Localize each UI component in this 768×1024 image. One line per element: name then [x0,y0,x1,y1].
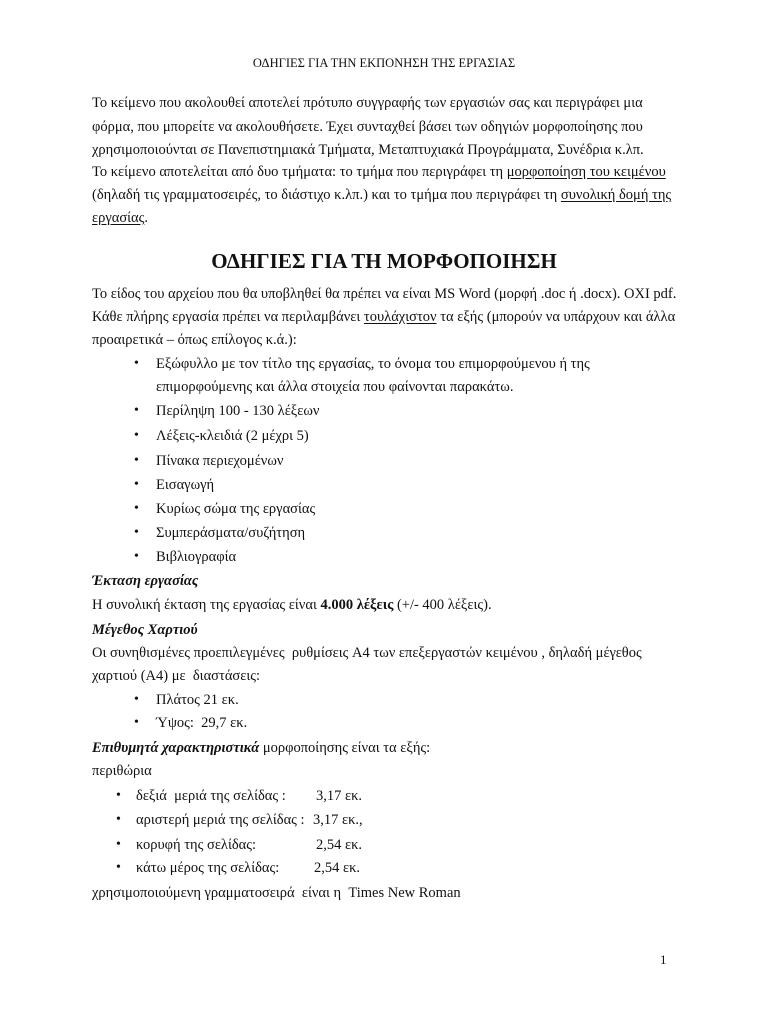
bullet-icon: • [134,525,139,540]
margin-label: δεξιά μεριά της σελίδας : [136,788,286,804]
desired-line [92,740,430,756]
margin-label: κορυφή της σελίδας: [136,837,257,853]
list-item: Εισαγωγή [156,477,215,493]
bullet-icon: • [116,788,121,803]
word-count: 4.000 λέξεις [320,597,394,613]
intro-line-4-text: Το κείμενο αποτελείται από δυο τμήματα: το τμήμα που περιγράφει τη [92,164,507,180]
formatting-heading: ΟΔΗΓΙΕΣ ΓΙΑ ΤΗ ΜΟΡΦΟΠΟΙΗΣΗ [211,249,557,273]
intro-line-6-period: . [144,210,149,226]
bullet-icon: • [134,356,139,371]
bullet-icon: • [134,428,139,443]
paper-line-2: χαρτιού (A4) με διαστάσεις: [92,668,260,684]
intro-line-1: Το κείμενο που ακολουθεί αποτελεί πρότυπο συγγραφής των εργασιών σας και περιγράφει μια [92,95,643,111]
bullet-icon: • [134,453,139,468]
bullet-icon: • [134,477,139,492]
contents-line-1-post: τα εξής (μπορούν να υπάρχουν και άλλα [436,309,676,325]
margin-value: 2,54 εκ. [316,837,363,853]
bullet-icon: • [134,549,139,564]
intro-line-2: φόρμα, που μπορείτε να ακολουθήσετε. Έχει συνταχθεί βάσει των οδηγιών μορφοποίησης που [92,119,643,135]
length-line-pre: Η συνολική έκταση της εργασίας είναι [92,597,321,613]
paper-height: Ύψος: 29,7 εκ. [156,715,248,731]
underlined-at-least: τουλάχιστον [363,309,437,325]
length-heading: Έκταση εργασίας [92,573,199,589]
bullet-icon: • [134,715,139,730]
list-item: Πίνακα περιεχομένων [156,453,284,469]
intro-line-6 [92,210,148,226]
list-item: Περίληψη 100 - 130 λέξεων [156,403,320,419]
bullet-icon: • [116,860,121,875]
underlined-work-text: εργασίας [92,210,145,226]
bullet-icon: • [134,403,139,418]
paper-heading: Μέγεθος Χαρτιού [92,622,198,638]
document-title: ΟΔΗΓΙΕΣ ΓΙΑ ΤΗΝ ΕΚΠΟΝΗΣΗ ΤΗΣ ΕΡΓΑΣΙΑΣ [252,56,516,70]
underlined-structure-text: συνολική δομή της [560,187,672,203]
list-item: Συμπεράσματα/συζήτηση [156,525,306,541]
font-line: χρησιμοποιούμενη γραμματοσειρά είναι η Times New Roman [92,885,461,901]
desired-line-rest: μορφοποίησης είναι τα εξής: [259,740,431,756]
paper-line-1: Οι συνηθισμένες προεπιλεγμένες ρυθμίσεις A4 των επεξεργαστών κειμένου , δηλαδή μέγεθος [92,645,642,661]
file-type-line: Το είδος του αρχείου που θα υποβληθεί θα πρέπει να είναι MS Word (μορφή .doc ή .docx). ΟΧΙ pdf. [92,286,677,302]
intro-line-3: χρησιμοποιούνται σε Πανεπιστημιακά Τμήματα, Μεταπτυχιακά Προγράμματα, Συνέδρια κ.λπ. [92,142,644,158]
bullet-icon: • [116,837,121,852]
length-line-post: (+/- 400 λέξεις). [393,597,492,613]
list-item: Κυρίως σώμα της εργασίας [156,501,316,517]
bullet-icon: • [116,812,121,827]
bullet-icon: • [134,692,139,707]
list-item: Βιβλιογραφία [156,549,237,565]
underlined-formatting-text: μορφοποίηση του κειμένου [506,164,666,180]
contents-line-2: προαιρετικά – όπως επίλογος κ.ά.): [92,332,297,348]
margin-value: 3,17 εκ., [313,812,363,828]
contents-line-1-pre: Κάθε πλήρης εργασία πρέπει να περιλαμβάνει [92,309,364,325]
margin-value: 2,54 εκ. [314,860,361,876]
intro-line-5 [92,187,671,203]
margins-label: περιθώρια [92,763,152,779]
margin-label: κάτω μέρος της σελίδας: [136,860,280,876]
list-item: Λέξεις-κλειδιά (2 μέχρι 5) [156,428,309,444]
bullet-icon: • [134,501,139,516]
list-item-cover-continued: επιμορφούμενης και άλλα στοιχεία που φαίνονται παρακάτω. [156,379,514,395]
margin-value: 3,17 εκ. [316,788,363,804]
page-number: 1 [660,952,667,967]
intro-line-5-text: (δηλαδή τις γραμματοσειρές, το διάστιχο κ.λπ.) και το τμήμα που περιγράφει τη [92,187,561,203]
list-item-cover: Εξώφυλλο με τον τίτλο της εργασίας, το όνομα του επιμορφούμενου ή της [156,356,590,372]
desired-heading: Επιθυμητά χαρακτηριστικά [92,740,260,756]
intro-line-4 [92,164,666,180]
contents-line-1 [92,309,675,325]
margin-label: αριστερή μεριά της σελίδας : [136,812,305,828]
length-line [92,597,492,613]
paper-width: Πλάτος 21 εκ. [156,692,239,708]
